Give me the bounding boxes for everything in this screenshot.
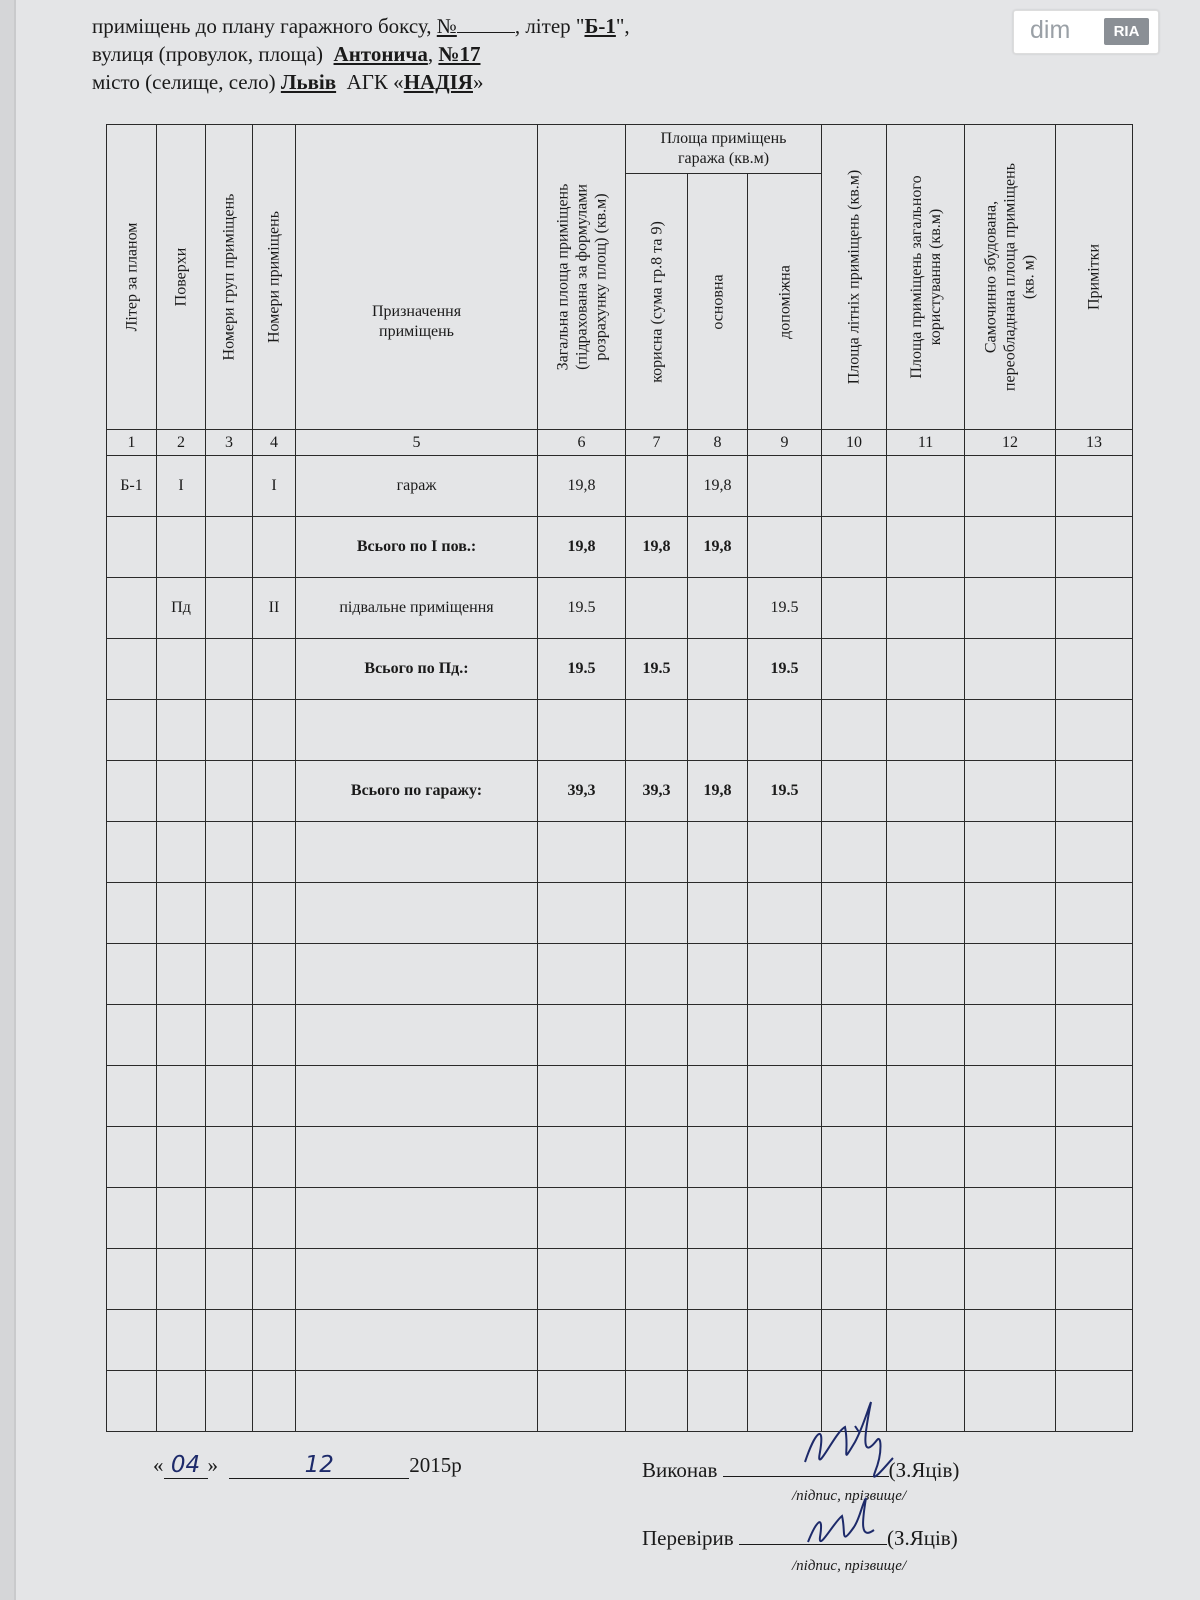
table-cell — [965, 1066, 1056, 1127]
header-cell-11: Площа приміщень загального користування (кв.м) — [887, 125, 965, 430]
table-cell — [822, 822, 887, 883]
column-number: 7 — [626, 430, 688, 456]
table-cell — [538, 944, 626, 1005]
empty-table-row — [107, 883, 1133, 944]
header-cell-3: Номери груп приміщень — [206, 125, 253, 430]
table-cell — [157, 1066, 206, 1127]
table-cell — [206, 1249, 253, 1310]
table-cell — [538, 1371, 626, 1432]
checked-caption: /підпис, прізвище/ — [792, 1558, 907, 1574]
table-row — [107, 578, 1133, 639]
table-cell — [887, 822, 965, 883]
header-cell-1: Літер за планом — [107, 125, 157, 430]
agk-suffix: » — [472, 70, 484, 94]
watermark-dim: dim — [1030, 16, 1071, 44]
table-cell — [688, 700, 748, 761]
table-cell — [822, 1127, 887, 1188]
header-cell-9: допоміжна — [748, 174, 822, 430]
table-row — [107, 517, 1133, 578]
table-row — [107, 761, 1133, 822]
header-line-3 — [92, 68, 630, 96]
table-cell — [965, 1127, 1056, 1188]
table-cell: І — [253, 456, 296, 517]
table-cell: 19.5 — [748, 578, 822, 639]
number-blank — [457, 14, 515, 33]
table-cell — [822, 883, 887, 944]
table-cell — [822, 1310, 887, 1371]
table-cell — [1056, 1066, 1133, 1127]
table-cell — [107, 1371, 157, 1432]
table-cell — [626, 944, 688, 1005]
empty-table-row — [107, 1249, 1133, 1310]
table-cell — [253, 1249, 296, 1310]
table-cell — [748, 517, 822, 578]
table-cell — [538, 1127, 626, 1188]
table-cell — [296, 1066, 538, 1127]
table-cell — [626, 1127, 688, 1188]
column-number-row — [107, 430, 1133, 456]
table-cell — [822, 517, 887, 578]
empty-table-row — [107, 1066, 1133, 1127]
table-cell — [965, 883, 1056, 944]
table-cell — [688, 1127, 748, 1188]
table-cell: Пд — [157, 578, 206, 639]
table-cell — [206, 761, 253, 822]
table-cell: 19,8 — [538, 517, 626, 578]
table-cell — [206, 944, 253, 1005]
table-cell — [688, 1005, 748, 1066]
table-cell — [206, 1066, 253, 1127]
table-cell — [107, 883, 157, 944]
table-cell — [748, 883, 822, 944]
header-cell-7: корисна (сума гр.8 та 9) — [626, 174, 688, 430]
date-day: 04 — [164, 1452, 208, 1479]
table-cell — [107, 1066, 157, 1127]
table-cell — [157, 1249, 206, 1310]
table-cell — [157, 700, 206, 761]
executed-caption: /підпис, прізвище/ — [792, 1488, 907, 1504]
header-cell-4: Номери приміщень — [253, 125, 296, 430]
table-cell — [107, 1005, 157, 1066]
table-cell — [887, 517, 965, 578]
table-cell — [107, 1188, 157, 1249]
table-cell: 19.5 — [538, 578, 626, 639]
table-cell — [1056, 1005, 1133, 1066]
table-cell — [626, 1005, 688, 1066]
table-cell — [887, 944, 965, 1005]
table-cell — [157, 944, 206, 1005]
table-cell — [296, 1005, 538, 1066]
city-label: місто (селище, село) — [92, 70, 276, 94]
table-cell: Всього по гаражу: — [296, 761, 538, 822]
table-cell — [748, 1188, 822, 1249]
date-close-quote: » — [207, 1453, 218, 1477]
table-cell — [157, 1371, 206, 1432]
table-cell — [253, 1005, 296, 1066]
table-cell — [1056, 517, 1133, 578]
table-cell: 19,8 — [688, 517, 748, 578]
header-prefix: приміщень до плану гаражного боксу, — [92, 14, 432, 38]
column-number: 2 — [157, 430, 206, 456]
table-cell — [626, 456, 688, 517]
table-cell — [748, 944, 822, 1005]
table-cell: Б-1 — [107, 456, 157, 517]
table-cell — [965, 944, 1056, 1005]
table-cell — [626, 700, 688, 761]
header-cell-13: Примітки — [1056, 125, 1133, 430]
column-number: 13 — [1056, 430, 1133, 456]
table-cell — [688, 944, 748, 1005]
table-cell — [1056, 761, 1133, 822]
table-cell — [206, 700, 253, 761]
checked-label: Перевірив — [642, 1526, 734, 1550]
column-number: 8 — [688, 430, 748, 456]
table-cell — [206, 883, 253, 944]
table-cell — [748, 456, 822, 517]
executed-name: (З.Яців) — [888, 1458, 960, 1482]
header-line-1 — [92, 12, 630, 40]
table-cell — [206, 456, 253, 517]
table-cell — [688, 1310, 748, 1371]
header-group-garage-area: Площа приміщень гаража (кв.м) — [626, 125, 822, 174]
litera-label: , літер " — [514, 14, 585, 38]
signature-checked — [790, 1492, 890, 1562]
column-number: 6 — [538, 430, 626, 456]
table-cell — [688, 883, 748, 944]
table-cell: 39,3 — [626, 761, 688, 822]
table-cell — [1056, 1188, 1133, 1249]
table-cell — [965, 639, 1056, 700]
table-cell — [887, 700, 965, 761]
table-cell — [296, 1249, 538, 1310]
column-number: 3 — [206, 430, 253, 456]
table-cell — [253, 639, 296, 700]
table-cell — [107, 700, 157, 761]
header-cell-8: основна — [688, 174, 748, 430]
table-cell — [253, 517, 296, 578]
table-cell — [538, 700, 626, 761]
date-open-quote: « — [153, 1453, 164, 1477]
table-cell — [253, 700, 296, 761]
table-cell — [965, 761, 1056, 822]
table-cell — [157, 517, 206, 578]
table-cell — [538, 1249, 626, 1310]
table-cell — [1056, 944, 1133, 1005]
table-cell: 19,8 — [626, 517, 688, 578]
table-cell — [887, 1188, 965, 1249]
column-number: 10 — [822, 430, 887, 456]
table-cell: 19.5 — [626, 639, 688, 700]
city-value: Львів — [280, 70, 337, 94]
table-cell — [748, 700, 822, 761]
table-cell — [1056, 822, 1133, 883]
table-cell — [822, 1005, 887, 1066]
checked-name: (З.Яців) — [886, 1526, 958, 1550]
table-cell — [206, 1371, 253, 1432]
table-cell — [1056, 456, 1133, 517]
table-cell — [157, 822, 206, 883]
table-cell — [688, 1188, 748, 1249]
building-number: №17 — [438, 42, 481, 66]
executed-label: Виконав — [642, 1458, 718, 1482]
table-cell — [157, 1127, 206, 1188]
table-cell — [157, 639, 206, 700]
table-cell — [296, 1188, 538, 1249]
table-cell — [626, 883, 688, 944]
page-fold-shadow — [14, 0, 16, 1600]
table-cell: 19.5 — [748, 761, 822, 822]
column-number: 12 — [965, 430, 1056, 456]
table-cell — [626, 1249, 688, 1310]
table-cell — [688, 578, 748, 639]
table-cell — [688, 639, 748, 700]
street-separator: , — [427, 42, 434, 66]
table-cell — [822, 700, 887, 761]
table-cell — [296, 883, 538, 944]
table-cell — [206, 1188, 253, 1249]
table-cell — [157, 761, 206, 822]
table-cell — [107, 517, 157, 578]
table-cell — [965, 1005, 1056, 1066]
header-cell-2: Поверхи — [157, 125, 206, 430]
table-cell — [965, 1249, 1056, 1310]
table-row — [107, 700, 1133, 761]
table-cell — [822, 456, 887, 517]
header-cell-12: Самочинно збудована, переобладнана площа приміщень (кв. м) — [965, 125, 1056, 430]
table-cell — [688, 822, 748, 883]
table-cell — [626, 1371, 688, 1432]
table-cell — [206, 1127, 253, 1188]
table-cell — [206, 1310, 253, 1371]
empty-table-row — [107, 1188, 1133, 1249]
table-cell: 19,8 — [688, 456, 748, 517]
table-cell — [253, 1066, 296, 1127]
agk-value: НАДІЯ — [403, 70, 473, 94]
table-cell — [296, 1371, 538, 1432]
table-cell — [688, 1249, 748, 1310]
table-cell — [965, 1188, 1056, 1249]
table-cell — [296, 1310, 538, 1371]
table-cell — [626, 822, 688, 883]
table-cell — [626, 578, 688, 639]
table-cell — [253, 1310, 296, 1371]
table-cell — [887, 1249, 965, 1310]
empty-table-row — [107, 1371, 1133, 1432]
table-row — [107, 639, 1133, 700]
table-cell — [822, 639, 887, 700]
table-cell — [538, 1310, 626, 1371]
table-cell — [887, 883, 965, 944]
header-cell-10: Площа літніх приміщень (кв.м) — [822, 125, 887, 430]
table-cell — [822, 1249, 887, 1310]
table-cell — [748, 1249, 822, 1310]
table-cell — [887, 578, 965, 639]
date-year: 2015р — [409, 1453, 462, 1477]
table-cell — [887, 1005, 965, 1066]
column-number: 1 — [107, 430, 157, 456]
number-label: № — [436, 14, 457, 38]
table-cell — [253, 1371, 296, 1432]
table-cell — [107, 944, 157, 1005]
empty-table-row — [107, 944, 1133, 1005]
table-cell — [748, 1310, 822, 1371]
header-line-2 — [92, 40, 630, 68]
table-cell — [626, 1188, 688, 1249]
table-cell — [626, 1310, 688, 1371]
table-cell — [1056, 639, 1133, 700]
street-label: вулиця (провулок, площа) — [92, 42, 324, 66]
table-cell — [822, 944, 887, 1005]
column-number: 4 — [253, 430, 296, 456]
table-cell — [887, 1066, 965, 1127]
table-cell — [296, 700, 538, 761]
table-cell — [748, 1127, 822, 1188]
empty-table-row — [107, 1310, 1133, 1371]
table-cell — [965, 1371, 1056, 1432]
table-cell — [1056, 1249, 1133, 1310]
table-cell — [253, 1127, 296, 1188]
table-cell — [253, 822, 296, 883]
table-cell — [688, 1066, 748, 1127]
table-cell — [107, 639, 157, 700]
table-cell — [107, 1249, 157, 1310]
table-cell: 19.5 — [538, 639, 626, 700]
table-cell — [538, 883, 626, 944]
table-row — [107, 456, 1133, 517]
table-cell — [748, 822, 822, 883]
table-cell: 19,8 — [688, 761, 748, 822]
column-number: 11 — [887, 430, 965, 456]
table-cell — [965, 578, 1056, 639]
table-cell — [296, 944, 538, 1005]
watermark-ria: RIA — [1104, 18, 1149, 45]
table-cell — [626, 1066, 688, 1127]
table-cell — [296, 1127, 538, 1188]
date-month: 12 — [229, 1452, 409, 1479]
table-cell — [887, 1310, 965, 1371]
header-cell-6: Загальна площа приміщень (підрахована за формулами розрахунку площ) (кв.м) — [538, 125, 626, 430]
table-cell — [538, 1188, 626, 1249]
column-number: 5 — [296, 430, 538, 456]
table-cell: гараж — [296, 456, 538, 517]
table-cell — [157, 1188, 206, 1249]
dim-ria-watermark — [1013, 10, 1159, 54]
table-cell: ІІ — [253, 578, 296, 639]
table-cell: 39,3 — [538, 761, 626, 822]
table-cell — [206, 639, 253, 700]
table-cell — [1056, 1127, 1133, 1188]
table-cell — [965, 1310, 1056, 1371]
table-cell — [688, 1371, 748, 1432]
table-cell — [107, 1127, 157, 1188]
table-cell — [538, 822, 626, 883]
table-cell — [887, 456, 965, 517]
rooms-table — [106, 124, 1133, 1432]
table-cell — [253, 883, 296, 944]
table-cell — [887, 1127, 965, 1188]
table-cell — [1056, 1310, 1133, 1371]
empty-table-row — [107, 1127, 1133, 1188]
table-cell: І — [157, 456, 206, 517]
page-fold — [0, 0, 14, 1600]
table-cell — [965, 822, 1056, 883]
litera-value: Б-1 — [584, 14, 616, 38]
street-value: Антонича — [333, 42, 428, 66]
table-cell: 19,8 — [538, 456, 626, 517]
signature-executed — [785, 1392, 915, 1502]
empty-table-row — [107, 1005, 1133, 1066]
agk-label: АГК « — [346, 70, 404, 94]
table-cell — [206, 822, 253, 883]
table-cell — [748, 1066, 822, 1127]
table-cell — [253, 761, 296, 822]
table-cell — [253, 1188, 296, 1249]
table-cell — [107, 1310, 157, 1371]
table-cell — [822, 1066, 887, 1127]
table-cell — [206, 517, 253, 578]
table-cell — [822, 578, 887, 639]
header-cell-5: Призначення приміщень — [296, 125, 538, 430]
table-cell — [107, 761, 157, 822]
table-cell: Всього по І пов.: — [296, 517, 538, 578]
table-cell — [538, 1066, 626, 1127]
table-cell — [253, 944, 296, 1005]
table-cell — [1056, 578, 1133, 639]
table-cell — [157, 1310, 206, 1371]
table-cell — [1056, 883, 1133, 944]
table-cell — [107, 822, 157, 883]
table-cell: 19.5 — [748, 639, 822, 700]
table-cell — [1056, 700, 1133, 761]
table-cell — [965, 456, 1056, 517]
litera-suffix: ", — [615, 14, 630, 38]
table-cell — [887, 761, 965, 822]
table-cell — [157, 883, 206, 944]
table-cell — [965, 517, 1056, 578]
table-cell — [748, 1005, 822, 1066]
table-cell — [822, 761, 887, 822]
empty-table-row — [107, 822, 1133, 883]
table-cell — [157, 1005, 206, 1066]
table-cell — [206, 1005, 253, 1066]
table-cell — [965, 700, 1056, 761]
table-cell — [206, 578, 253, 639]
table-cell: Всього по Пд.: — [296, 639, 538, 700]
document-header — [92, 12, 630, 96]
date-line — [153, 1452, 462, 1479]
column-number: 9 — [748, 430, 822, 456]
table-cell — [1056, 1371, 1133, 1432]
table-cell — [107, 578, 157, 639]
table-cell — [887, 639, 965, 700]
table-cell — [822, 1188, 887, 1249]
table-cell: підвальне приміщення — [296, 578, 538, 639]
table-cell — [538, 1005, 626, 1066]
table-cell — [296, 822, 538, 883]
